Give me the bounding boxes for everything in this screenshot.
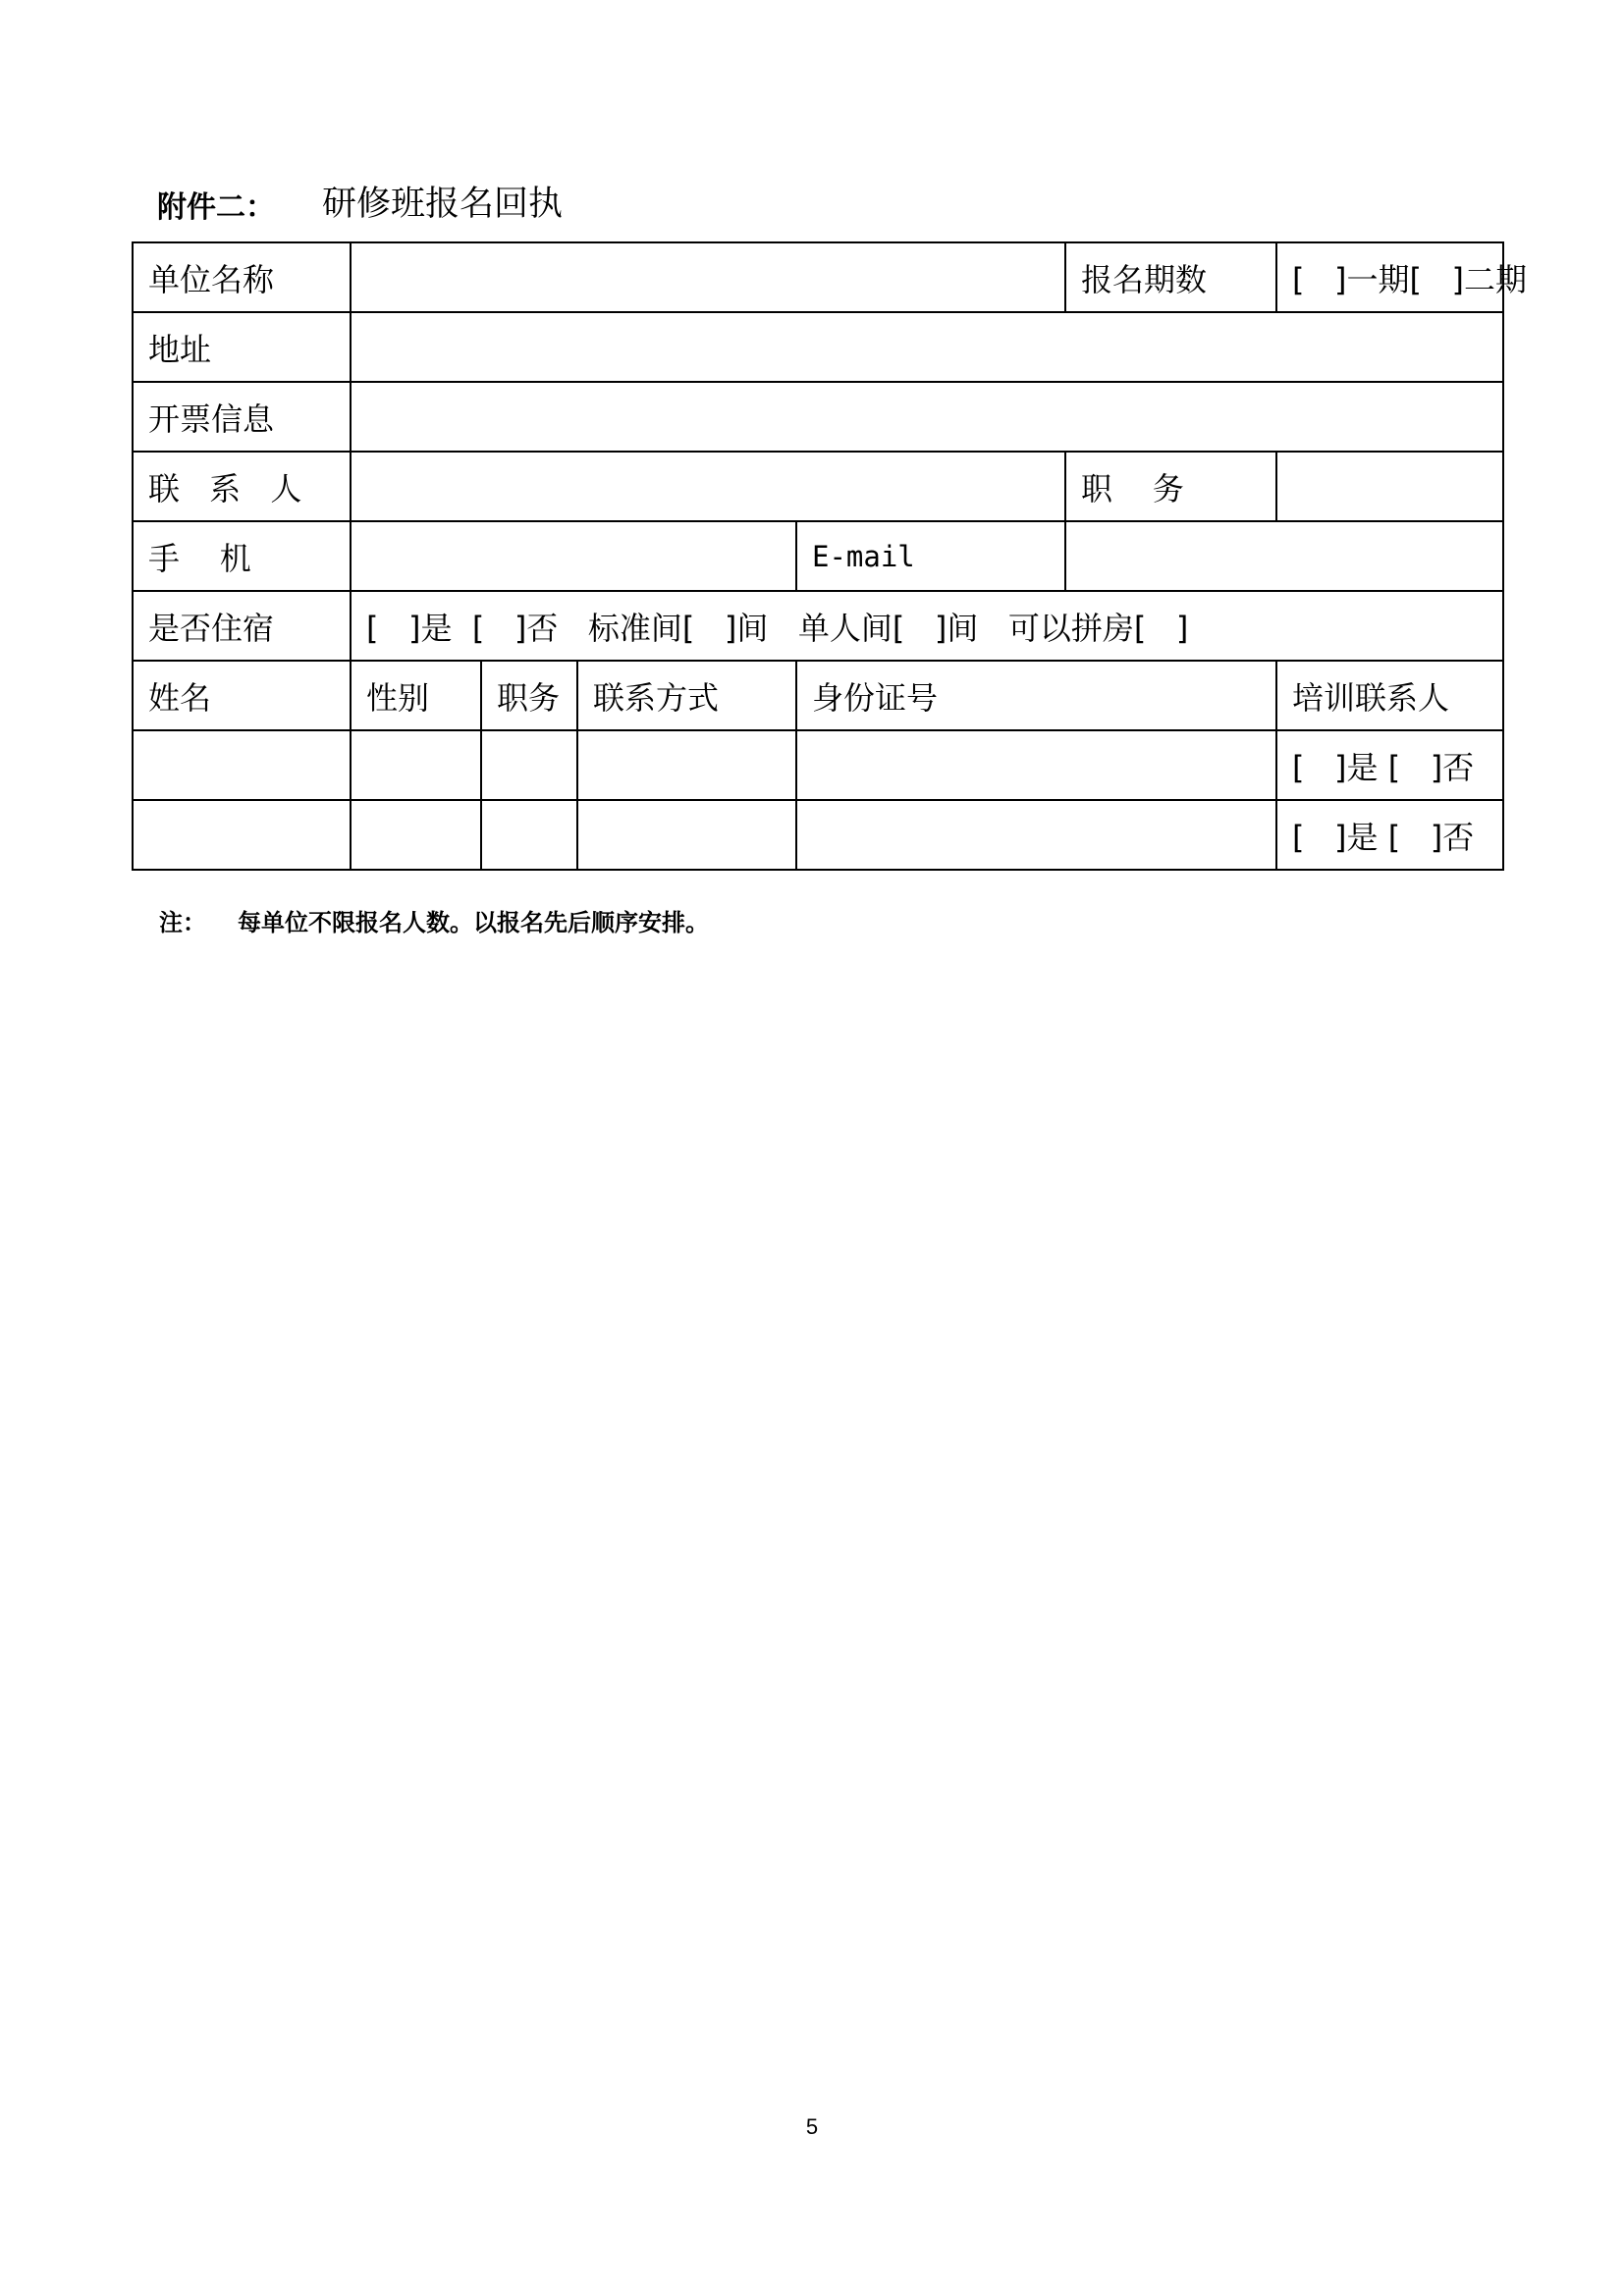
column-header: 职务 [481, 661, 577, 730]
address-field[interactable] [351, 312, 1503, 382]
mobile-field[interactable] [351, 521, 796, 591]
session-count-label: 报名期数 [1065, 242, 1276, 312]
session-options[interactable]: [ ]一期[ ]二期 [1276, 242, 1503, 312]
row-mobile [133, 521, 1503, 591]
trainee-contact-method-cell[interactable] [577, 800, 796, 870]
trainee-id-number-cell[interactable] [796, 800, 1276, 870]
trainee-contact-method-cell[interactable] [577, 730, 796, 800]
lodging-label: 是否住宿 [133, 591, 351, 661]
trainee-contact-choice[interactable]: [ ]是 [ ]否 [1276, 730, 1503, 800]
row-contact [133, 452, 1503, 521]
position-field[interactable] [1276, 452, 1503, 521]
trainee-name-cell[interactable] [133, 800, 351, 870]
row-unit-name [133, 242, 1503, 312]
mobile-label: 手 机 [133, 521, 351, 591]
unit-name-label: 单位名称 [133, 242, 351, 312]
note-label: 注： [159, 909, 206, 936]
column-header: 身份证号 [796, 661, 1276, 730]
invoice-field[interactable] [351, 382, 1503, 452]
column-header: 姓名 [133, 661, 351, 730]
email-field[interactable] [1065, 521, 1503, 591]
address-label: 地址 [133, 312, 351, 382]
trainee-position-cell[interactable] [481, 800, 577, 870]
trainee-position-cell[interactable] [481, 730, 577, 800]
registration-form-table [132, 241, 1528, 871]
email-label: E-mail [796, 521, 1065, 591]
trainee-contact-choice[interactable]: [ ]是 [ ]否 [1276, 800, 1503, 870]
lodging-options[interactable]: [ ]是 [ ]否 标准间[ ]间 单人间[ ]间 可以拼房[ ] [351, 591, 1503, 661]
form-note [159, 903, 709, 937]
row-lodging [133, 591, 1503, 661]
trainee-row [133, 730, 1503, 800]
page-number: 5 [805, 2114, 819, 2139]
trainee-header-row [133, 661, 1503, 730]
trainee-id-number-cell[interactable] [796, 730, 1276, 800]
column-header: 联系方式 [577, 661, 796, 730]
position-label: 职 务 [1065, 452, 1276, 521]
row-address [133, 312, 1503, 382]
note-text: 每单位不限报名人数。以报名先后顺序安排。 [238, 909, 709, 936]
trainee-name-cell[interactable] [133, 730, 351, 800]
form-title: 研修班报名回执 [322, 185, 564, 224]
column-header: 性别 [351, 661, 481, 730]
trainee-gender-cell[interactable] [351, 800, 481, 870]
invoice-label: 开票信息 [133, 382, 351, 452]
column-header: 培训联系人 [1276, 661, 1503, 730]
contact-person-field[interactable] [351, 452, 1065, 521]
unit-name-field[interactable] [351, 242, 1065, 312]
attachment-label: 附件二： [157, 190, 275, 225]
trainee-gender-cell[interactable] [351, 730, 481, 800]
row-invoice [133, 382, 1503, 452]
trainee-row [133, 800, 1503, 870]
contact-person-label: 联 系 人 [133, 452, 351, 521]
